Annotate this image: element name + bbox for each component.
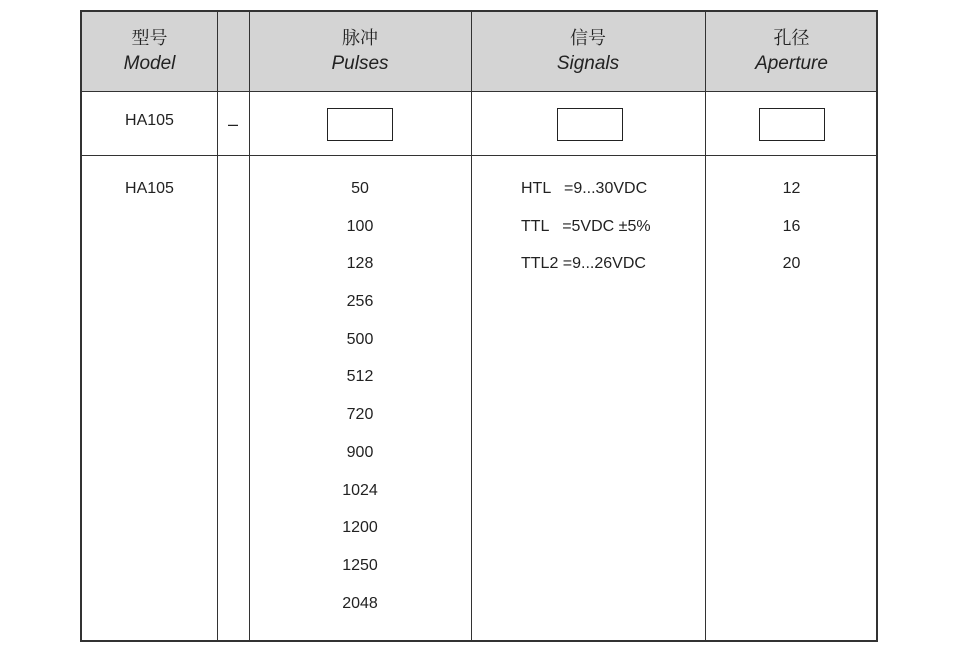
header-signals: [471, 12, 705, 92]
list-item: 12: [782, 180, 801, 197]
list-item: 20: [782, 255, 801, 273]
list-item: 1250: [342, 556, 378, 574]
header-aperture: [705, 12, 878, 92]
list-item: 128: [346, 255, 374, 273]
order-code-table: [80, 10, 878, 642]
header-model: [82, 12, 217, 92]
aperture-code-box[interactable]: [759, 108, 825, 141]
list-item: 1024: [342, 481, 378, 499]
header-model-cn: 型号: [131, 28, 168, 49]
header-pulses-en: Pulses: [331, 53, 389, 74]
list-item: 1200: [342, 519, 378, 537]
list-item: 256: [346, 293, 374, 311]
list-item: 900: [346, 443, 374, 461]
signals-list: [521, 177, 705, 290]
pulses-code-box[interactable]: [327, 108, 393, 141]
header-aperture-cn: 孔径: [773, 28, 810, 49]
header-signals-en: Signals: [556, 53, 620, 74]
list-item: HTL =9...30VDC: [521, 180, 648, 197]
header-pulses-cn: 脉冲: [342, 28, 378, 49]
aperture-list: [705, 177, 878, 290]
order-model-code: HA105: [125, 112, 174, 129]
header-pulses: [249, 12, 471, 92]
list-item: 512: [346, 368, 374, 386]
col-divider-4: [705, 12, 706, 640]
header-signals-cn: 信号: [570, 28, 606, 49]
col-divider-3: [471, 12, 472, 640]
list-item: 16: [782, 217, 801, 235]
signals-code-box[interactable]: [557, 108, 623, 141]
order-separator: –: [227, 113, 238, 134]
list-item: 50: [351, 180, 369, 197]
header-aperture-en: Aperture: [755, 53, 828, 74]
option-model: HA105: [125, 180, 174, 197]
list-item: 720: [346, 406, 374, 424]
list-item: TTL =5VDC ±5%: [521, 217, 651, 235]
pulses-list: [249, 177, 471, 629]
list-item: 100: [346, 217, 374, 235]
list-item: 500: [346, 330, 374, 348]
list-item: TTL2 =9...26VDC: [521, 255, 646, 273]
list-item: 2048: [342, 594, 378, 612]
header-model-en: Model: [123, 53, 176, 74]
